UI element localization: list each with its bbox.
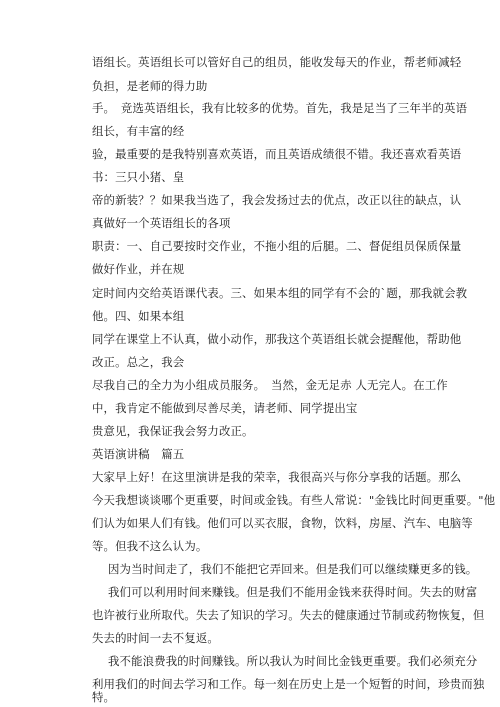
text-line: 同学在课堂上不认真，做小动作，那我这个英语组长就会提醒他，帮助他 — [92, 332, 462, 346]
text-line: 贵意见，我保证我会努力改正。 — [92, 424, 254, 438]
text-line: 也许被行业所取代。失去了知识的学习。失去的健康通过节制或药物恢复，但 — [92, 608, 485, 622]
text-line: 组长，有丰富的经 — [92, 124, 185, 138]
text-line: 真做好一个英语组长的各项 — [92, 216, 231, 230]
text-line: 帝的新装？？如果我当选了，我会发扬过去的优点，改正以往的缺点，认 — [92, 193, 462, 207]
text-line: 利用我们的时间去学习和工作。每一刻在历史上是一个短暂的时间，珍贵而独 — [92, 677, 485, 691]
text-line: 今天我想谈谈哪个更重要，时间或金钱。有些人常说："金钱比时间更重要。"他 — [92, 493, 496, 507]
text-line: 失去的时间一去不复返。 — [92, 631, 219, 645]
text-line: 们认为如果人们有钱。他们可以买衣服，食物，饮料，房屋、汽车、电脑等 — [92, 516, 473, 530]
text-line: 验，最重要的是我特别喜欢英语，而且英语成绩很不错。我还喜欢看英语 — [92, 147, 462, 161]
text-line: 他。四、如果本组 — [92, 309, 185, 323]
text-line: 书：三只小猪、皇 — [92, 170, 185, 184]
text-line: 我们可以利用时间来赚钱。但是我们不能用金钱来获得时间。失去的财富 — [108, 585, 478, 599]
text-line: 职责：一、自己要按时交作业，不拖小组的后腿。二、督促组员保质保量 — [92, 239, 462, 253]
text-line: 定时间内交给英语课代表。三、如果本组的同学有不会的`题，那我就会教 — [92, 286, 468, 300]
text-line: 手。 竞选英语组长，我有比较多的优势。首先，我是足当了三年半的英语 — [92, 101, 468, 115]
text-line: 语组长。英语组长可以管好自己的组员，能收发每天的作业，帮老师减轻 — [92, 55, 462, 69]
text-line: 做好作业，并在规 — [92, 262, 185, 276]
text-line: 尽我自己的全力为小组成员服务。 当然，金无足赤 人无完人。在工作 — [92, 378, 448, 392]
text-line: 大家早上好！在这里演讲是我的荣幸，我很高兴与你分享我的话题。那么 — [92, 470, 462, 484]
text-line: 中，我肯定不能做到尽善尽美，请老师、同学提出宝 — [92, 401, 358, 415]
text-line: 特。 — [92, 690, 116, 704]
text-line: 因为当时间走了，我们不能把它弄回来。但是我们可以继续赚更多的钱。 — [108, 562, 478, 576]
text-line: 负担，是老师的得力助 — [92, 79, 208, 93]
text-line: 等。但我不这么认为。 — [92, 539, 208, 553]
section-heading: 英语演讲稿 篇五 — [92, 447, 185, 461]
text-line: 我不能浪费我的时间赚钱。所以我认为时间比金钱更重要。我们必须充分 — [108, 654, 478, 668]
text-line: 改正。总之，我会 — [92, 355, 185, 369]
